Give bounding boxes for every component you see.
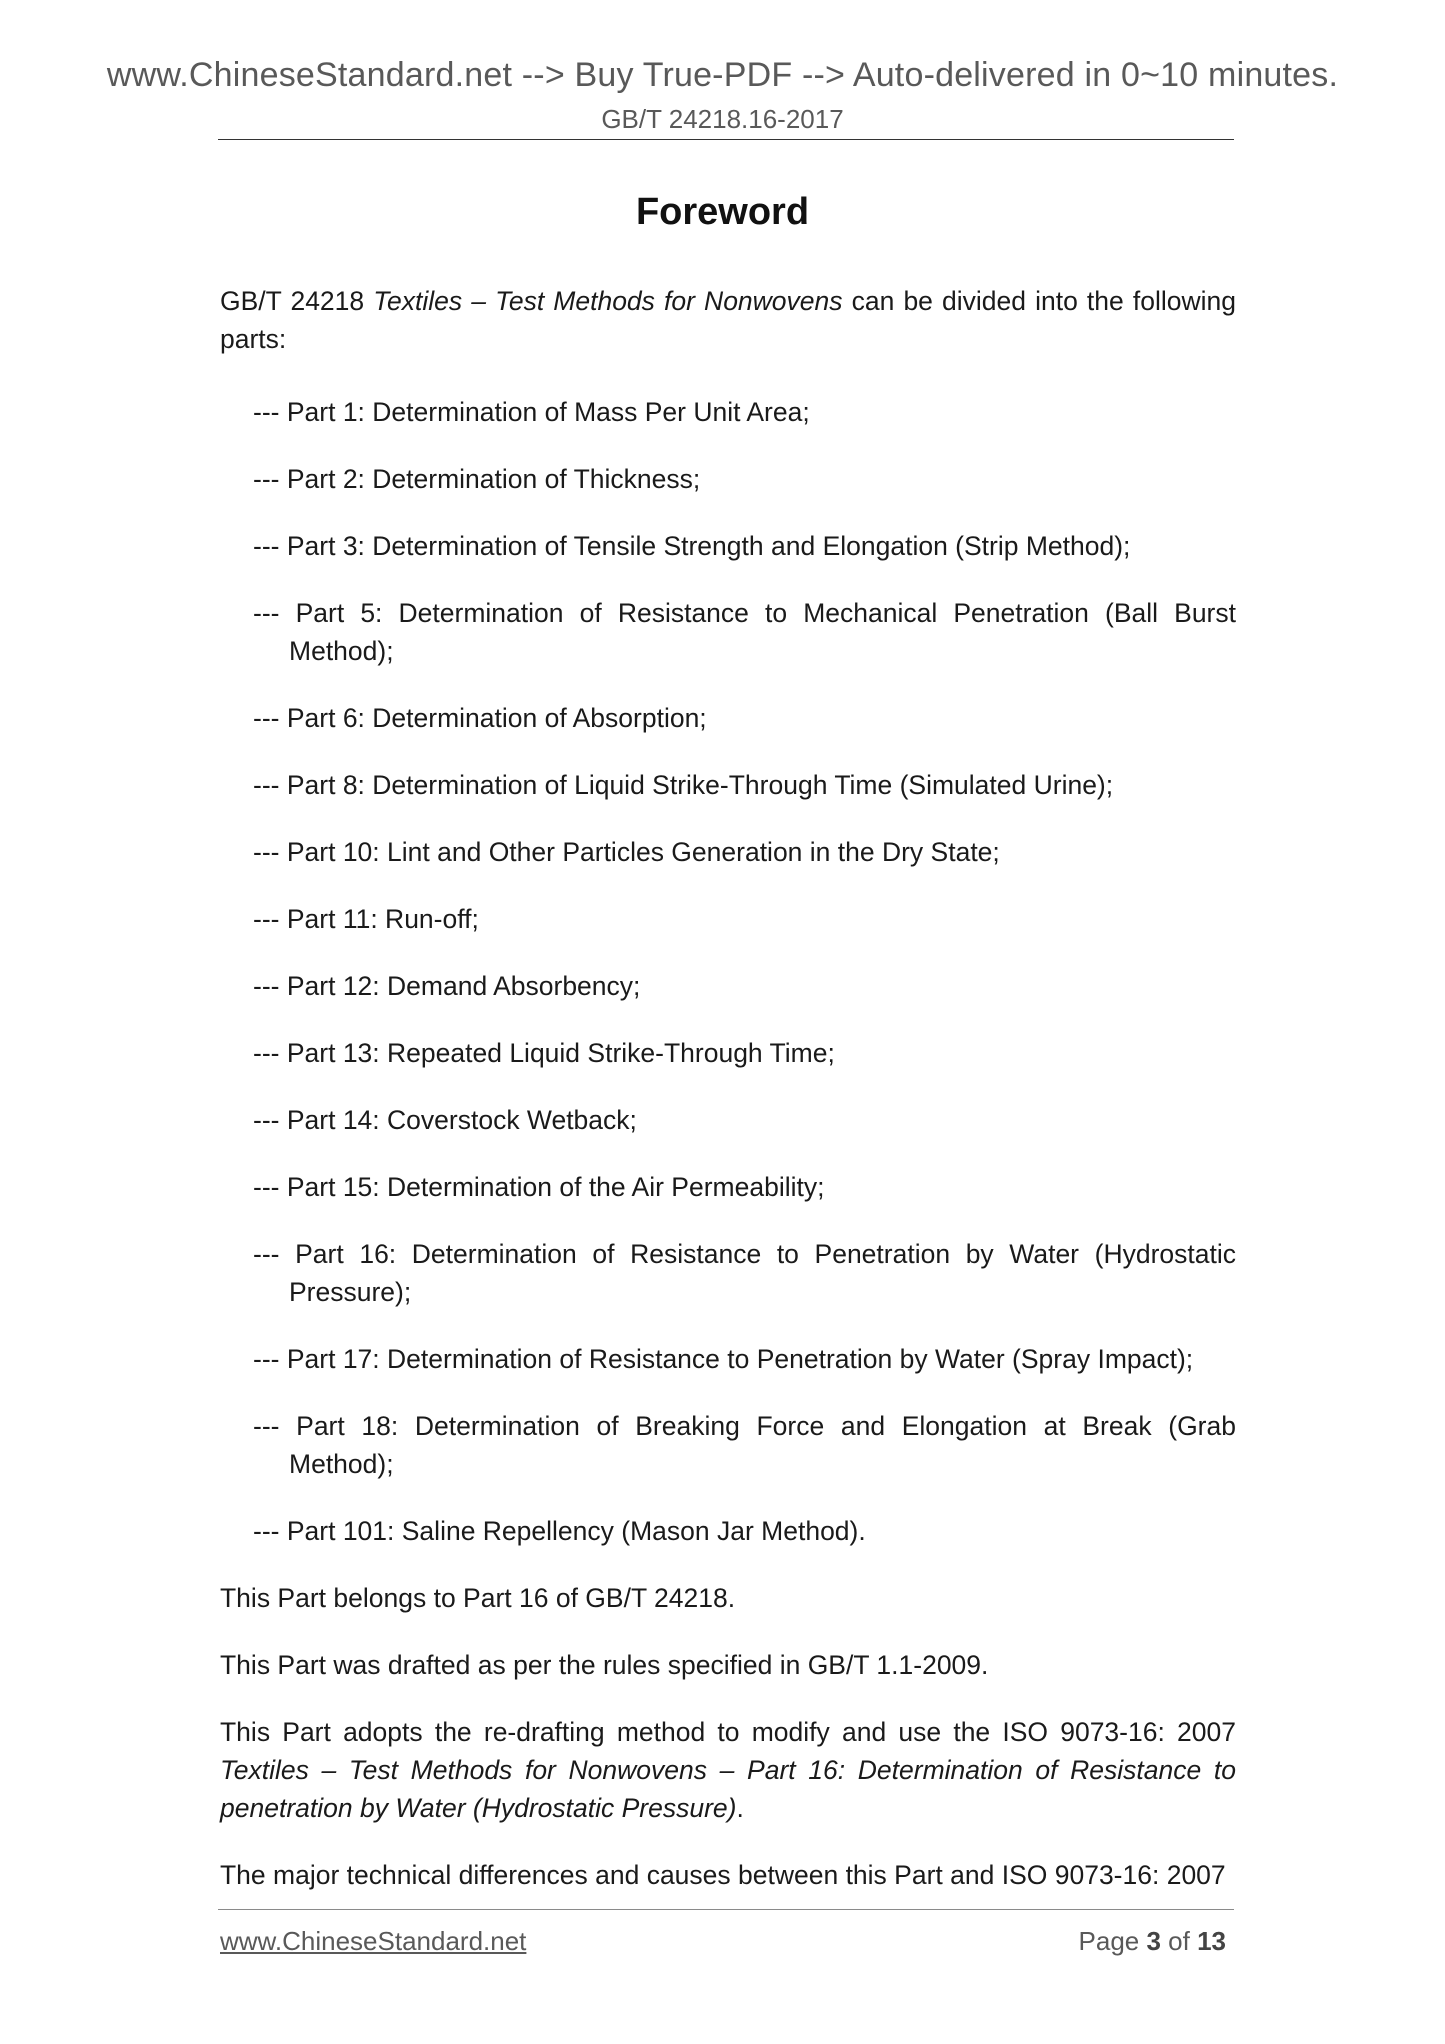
list-item-text: Part 16: Determination of Resistance to Penetration by Water (Hydrostatic Pressure); — [289, 1239, 1236, 1307]
list-dash: --- — [253, 770, 280, 800]
differences-paragraph: The major technical differences and causes between this Part and ISO 9073-16: 2007 — [220, 1860, 1226, 1890]
list-item — [220, 527, 1236, 565]
intro-paragraph — [220, 282, 1236, 358]
list-dash: --- — [253, 1411, 280, 1441]
list-dash: --- — [253, 1038, 280, 1068]
list-item — [220, 833, 1236, 871]
list-item — [220, 594, 1236, 670]
list-dash: --- — [253, 1516, 280, 1546]
list-item-text: Part 15: Determination of the Air Permeability; — [286, 1172, 825, 1202]
list-dash: --- — [253, 1344, 280, 1374]
drafted-paragraph: This Part was drafted as per the rules specified in GB/T 1.1-2009. — [220, 1650, 989, 1680]
list-item-text: Part 8: Determination of Liquid Strike-Through Time (Simulated Urine); — [286, 770, 1114, 800]
page-current: 3 — [1146, 1926, 1161, 1956]
list-item — [220, 393, 1236, 431]
list-item — [220, 1407, 1236, 1483]
list-item-text: Part 1: Determination of Mass Per Unit Area; — [286, 397, 810, 427]
footer-website-link[interactable]: www.ChineseStandard.net — [220, 1926, 527, 1956]
header-banner: www.ChineseStandard.net --> Buy True-PDF --> Auto-delivered in 0~10 minutes. — [106, 56, 1339, 94]
document-code: GB/T 24218.16-2017 — [601, 104, 844, 134]
list-item — [220, 1340, 1236, 1378]
intro-lead: GB/T 24218 — [220, 286, 374, 316]
adoption-iso-title: Textiles – Test Methods for Nonwovens – Part 16: Determination of Resistance to penetration by Water (Hydrostatic Pressure) — [220, 1755, 1236, 1823]
list-item — [220, 460, 1236, 498]
list-item-text: Part 3: Determination of Tensile Strength and Elongation (Strip Method); — [286, 531, 1131, 561]
page-prefix: Page — [1078, 1926, 1147, 1956]
page-total: 13 — [1197, 1926, 1226, 1956]
document-body — [220, 282, 1236, 1923]
list-dash: --- — [253, 598, 280, 628]
list-dash: --- — [253, 531, 280, 561]
list-item-text: Part 101: Saline Repellency (Mason Jar Method). — [286, 1516, 866, 1546]
parts-list — [220, 393, 1236, 1550]
list-dash: --- — [253, 837, 280, 867]
list-item-text: Part 18: Determination of Breaking Force and Elongation at Break (Grab Method); — [289, 1411, 1236, 1479]
list-item — [220, 1101, 1236, 1139]
adoption-tail: . — [736, 1793, 744, 1823]
list-item-text: Part 6: Determination of Absorption; — [286, 703, 707, 733]
list-item — [220, 699, 1236, 737]
belongs-paragraph: This Part belongs to Part 16 of GB/T 24218. — [220, 1583, 736, 1613]
list-item-text: Part 5: Determination of Resistance to Mechanical Penetration (Ball Burst Method); — [289, 598, 1236, 666]
list-item — [220, 1168, 1236, 1206]
list-item-text: Part 10: Lint and Other Particles Generation in the Dry State; — [286, 837, 1000, 867]
list-item-text: Part 11: Run-off; — [286, 904, 479, 934]
list-dash: --- — [253, 904, 280, 934]
page-title: Foreword — [635, 191, 810, 233]
list-item — [220, 900, 1236, 938]
list-dash: --- — [253, 971, 280, 1001]
list-dash: --- — [253, 1239, 280, 1269]
list-dash: --- — [253, 703, 280, 733]
intro-standard-title: Textiles – Test Methods for Nonwovens — [373, 286, 843, 316]
footer-divider — [218, 1909, 1234, 1910]
page-of: of — [1160, 1926, 1198, 1956]
list-item-text: Part 13: Repeated Liquid Strike-Through Time; — [286, 1038, 835, 1068]
list-item-text: Part 14: Coverstock Wetback; — [286, 1105, 637, 1135]
list-dash: --- — [253, 1105, 280, 1135]
list-dash: --- — [253, 1172, 280, 1202]
intro-tail: can be divided into the following parts: — [220, 286, 1236, 354]
list-item-text: Part 2: Determination of Thickness; — [286, 464, 701, 494]
list-dash: --- — [253, 397, 280, 427]
list-item-text: Part 12: Demand Absorbency; — [286, 971, 641, 1001]
list-item — [220, 766, 1236, 804]
header-divider — [218, 139, 1234, 140]
list-dash: --- — [253, 464, 280, 494]
adoption-lead: This Part adopts the re-drafting method to modify and use the ISO 9073-16: 2007 — [220, 1717, 1236, 1747]
list-item — [220, 1235, 1236, 1311]
adoption-paragraph — [220, 1713, 1236, 1827]
list-item — [220, 967, 1236, 1005]
list-item — [220, 1512, 1236, 1550]
page-number — [1079, 1926, 1226, 1957]
list-item-text: Part 17: Determination of Resistance to Penetration by Water (Spray Impact); — [286, 1344, 1194, 1374]
list-item — [220, 1034, 1236, 1072]
